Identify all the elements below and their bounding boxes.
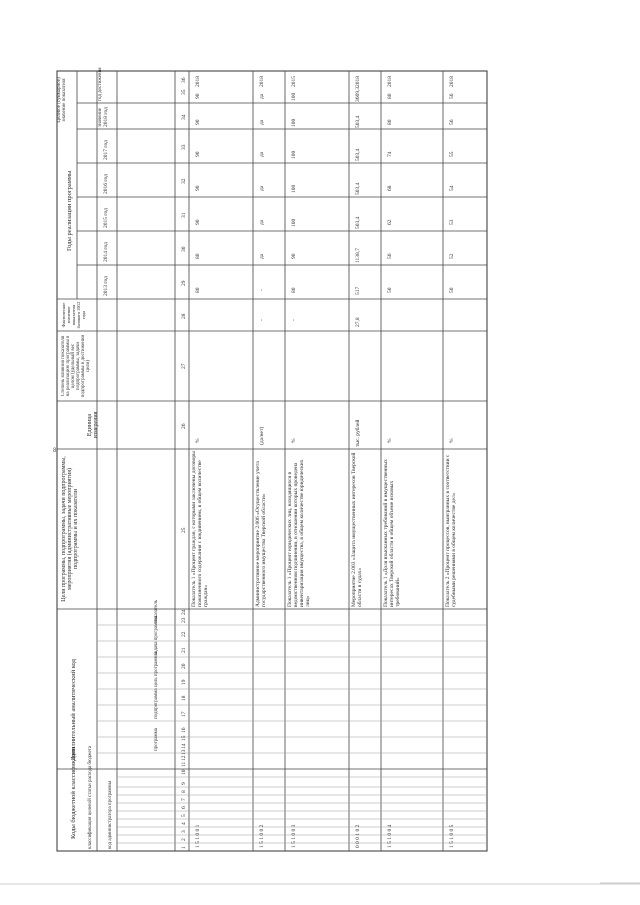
svg-text:31: 31 [181,212,187,218]
row-2013: 80 [291,287,297,293]
column-number-row [181,77,187,849]
svg-text:23: 23 [181,617,187,623]
header-target-value: значение [98,108,103,127]
svg-text:33: 33 [181,144,187,150]
svg-text:10: 10 [181,769,187,775]
row-2013: - [259,289,265,291]
row-unit: % [449,438,455,443]
svg-text:3: 3 [181,830,187,833]
svg-text:35: 35 [181,89,187,95]
row-2016: 54 [449,185,455,191]
row-target: да [259,93,265,99]
row-target: 100 [291,92,297,101]
row-target-year: 2018 [387,76,393,87]
row-2018: 90 [195,119,201,125]
row-2014: да [259,253,265,259]
row-2018: 100 [291,118,297,127]
svg-text:7: 7 [181,798,187,801]
row-target-year: 2018 [449,76,455,87]
row-target: 80 [387,93,393,99]
row-unit: % [195,438,201,443]
header-year-2018: 2018 год [103,107,109,127]
row-name: Административное мероприятие 2.006 «Осуществление учета государственного имущества Тверской области» [255,461,267,607]
svg-text:36: 36 [181,77,187,83]
row-name: Показатель 2 «Процент процессов, выигранных в соответствии с судебными решениями в общем количестве дел» [445,454,457,607]
row-target-year: 2018 [355,76,361,87]
header-year-2017: 2017 год [103,140,109,160]
page-number: 8 [53,448,57,454]
row-name: Показатель 1 «Процент юридических лиц, находящихся в ведомственном подчинении, в отношении которых проведена инвентаризация имущества, в общем количестве юридических лиц» [287,459,311,607]
svg-text:19: 19 [181,679,187,685]
svg-text:12: 12 [181,755,187,761]
row-2014: 1138,7 [355,248,361,263]
header-ac-goal: цель программы [154,651,159,687]
svg-text:25: 25 [181,527,187,533]
svg-text:24: 24 [181,609,187,615]
table-row [445,76,485,848]
row-unit: % [387,438,393,443]
svg-text:20: 20 [181,663,187,669]
row-2015: 100 [291,218,297,227]
header-target-group: Целевое (суммарное) значение показателя [57,77,67,123]
header-unit-column: Единица измерения [87,411,99,439]
header-years-group: Годы реализации программы [66,170,73,251]
svg-text:11: 11 [181,761,187,767]
svg-text:30: 30 [181,246,187,252]
header-base-year-column: Фактическое значение показателя базового 2012 года [61,301,86,329]
header-ac-task: задача программы [154,616,159,655]
header-share-column: Степень влияния показателя на реализацию программы в целом (удельный вес подпрограммы, задачи подпрограммы в достижении цели) [61,334,91,398]
header-year-2015: 2015 год [103,208,109,228]
row-2013: 50 [387,287,393,293]
svg-text:2: 2 [181,838,187,841]
svg-text:34: 34 [181,114,187,120]
header-ac-program: программа [154,728,159,751]
row-2018: да [259,119,265,125]
row-2016: 503,4 [355,182,361,195]
row-target-year: 2018 [259,76,265,87]
row-2014: 90 [291,253,297,259]
svg-text:32: 32 [181,178,187,184]
svg-text:5: 5 [181,814,187,817]
header-year-2014: 2014 год [103,242,109,262]
svg-text:18: 18 [181,695,187,701]
svg-text:1: 1 [181,846,187,849]
row-2014: 52 [449,253,455,259]
svg-text:16: 16 [181,727,187,733]
row-2017: 100 [291,150,297,159]
row-code: 1 5 1 0 0 3 [291,824,297,848]
row-2013: 50 [449,287,455,293]
row-unit: тыс. рублей [355,419,361,447]
row-2016: 68 [387,185,393,191]
svg-text:22: 22 [181,631,187,637]
svg-text:17: 17 [181,711,187,717]
svg-text:27: 27 [181,363,187,369]
svg-text:28: 28 [181,313,187,319]
row-2016: 90 [195,185,201,191]
row-code: 1 5 1 0 0 1 [195,824,201,848]
svg-text:6: 6 [181,806,187,809]
row-2017: 503,4 [355,148,361,161]
row-2018: 80 [387,119,393,125]
row-2013: 517 [355,286,361,295]
header-analytic-code: Дополнительный аналитический код [70,659,77,761]
rotated-table [57,67,487,851]
svg-text:15: 15 [181,735,187,741]
row-2015: 62 [387,219,393,225]
header-year-2016: 2016 год [103,174,109,194]
svg-text:21: 21 [181,647,187,653]
svg-text:26: 26 [181,423,187,429]
table-row [191,76,251,848]
row-name: Мероприятие 2.003 «Защита имущественных интересов Тверской области в судах» [351,452,363,607]
table-row [383,76,441,848]
svg-text:9: 9 [181,782,187,785]
table-row [351,76,379,848]
row-2018: 503,4 [355,115,361,128]
row-2016: 100 [291,184,297,193]
row-2017: да [259,151,265,157]
header-admin-code: код администратора программы [108,780,113,849]
table-row [255,76,283,848]
svg-text:29: 29 [181,280,187,286]
header-target-year: год достижения [98,67,103,101]
table-row [287,76,347,848]
row-2015: 503,4 [355,216,361,229]
row-target: 56 [449,93,455,99]
row-2015: 53 [449,219,455,225]
row-2016: да [259,185,265,191]
row-2017: 55 [449,151,455,157]
row-name: Показатель 1 «Доля взысканных требований в имущественных интересах Тверской области в общем объеме исковых требований» [383,459,401,607]
row-base: 27,8 [355,317,361,327]
header-ac-indicator: показатель [154,600,159,623]
row-2017: 90 [195,151,201,157]
header-ac-subprogram: подпрограмма [154,688,159,719]
row-2013: 80 [195,287,201,293]
header-expense-class: классификация целевой статьи расхода бюджета [88,745,93,849]
row-code: 0 0 0 1 0 2 [355,824,361,848]
row-target: 3669,3 [355,86,361,102]
header-budget-class: Коды бюджетной классификации [70,746,77,839]
row-2018: 56 [449,119,455,125]
row-code: 1 5 1 0 0 4 [387,824,393,848]
row-2014: 80 [195,253,201,259]
svg-text:4: 4 [181,822,187,825]
svg-text:8: 8 [181,790,187,793]
row-base: - [291,319,297,321]
header-goals-column: Цели программы, подпрограммы, задачи подпрограммы, мероприятия (административные мероприятия) подпрограммы и их показатели [61,456,79,602]
row-2017: 74 [387,151,393,157]
row-2015: 90 [195,219,201,225]
row-name: Показатель 1 «Процент граждан, с которыми заключены договоры пожизненного содержания с иждивением, в общем количестве граждан» [191,451,209,607]
row-target-year: 2015 [291,76,297,87]
row-2015: да [259,219,265,225]
row-code: 1 5 1 0 0 2 [259,824,265,848]
row-unit: (да/нет) [259,426,265,445]
row-target: 90 [195,93,201,99]
svg-text:14: 14 [181,743,187,749]
row-target-year: 2018 [195,76,201,87]
row-unit: % [291,438,297,443]
row-code: 1 5 1 0 0 5 [449,824,455,848]
row-base: - [259,319,265,321]
header-year-2013: 2013 год [103,276,109,296]
row-2014: 56 [387,253,393,259]
svg-text:13: 13 [181,749,187,755]
